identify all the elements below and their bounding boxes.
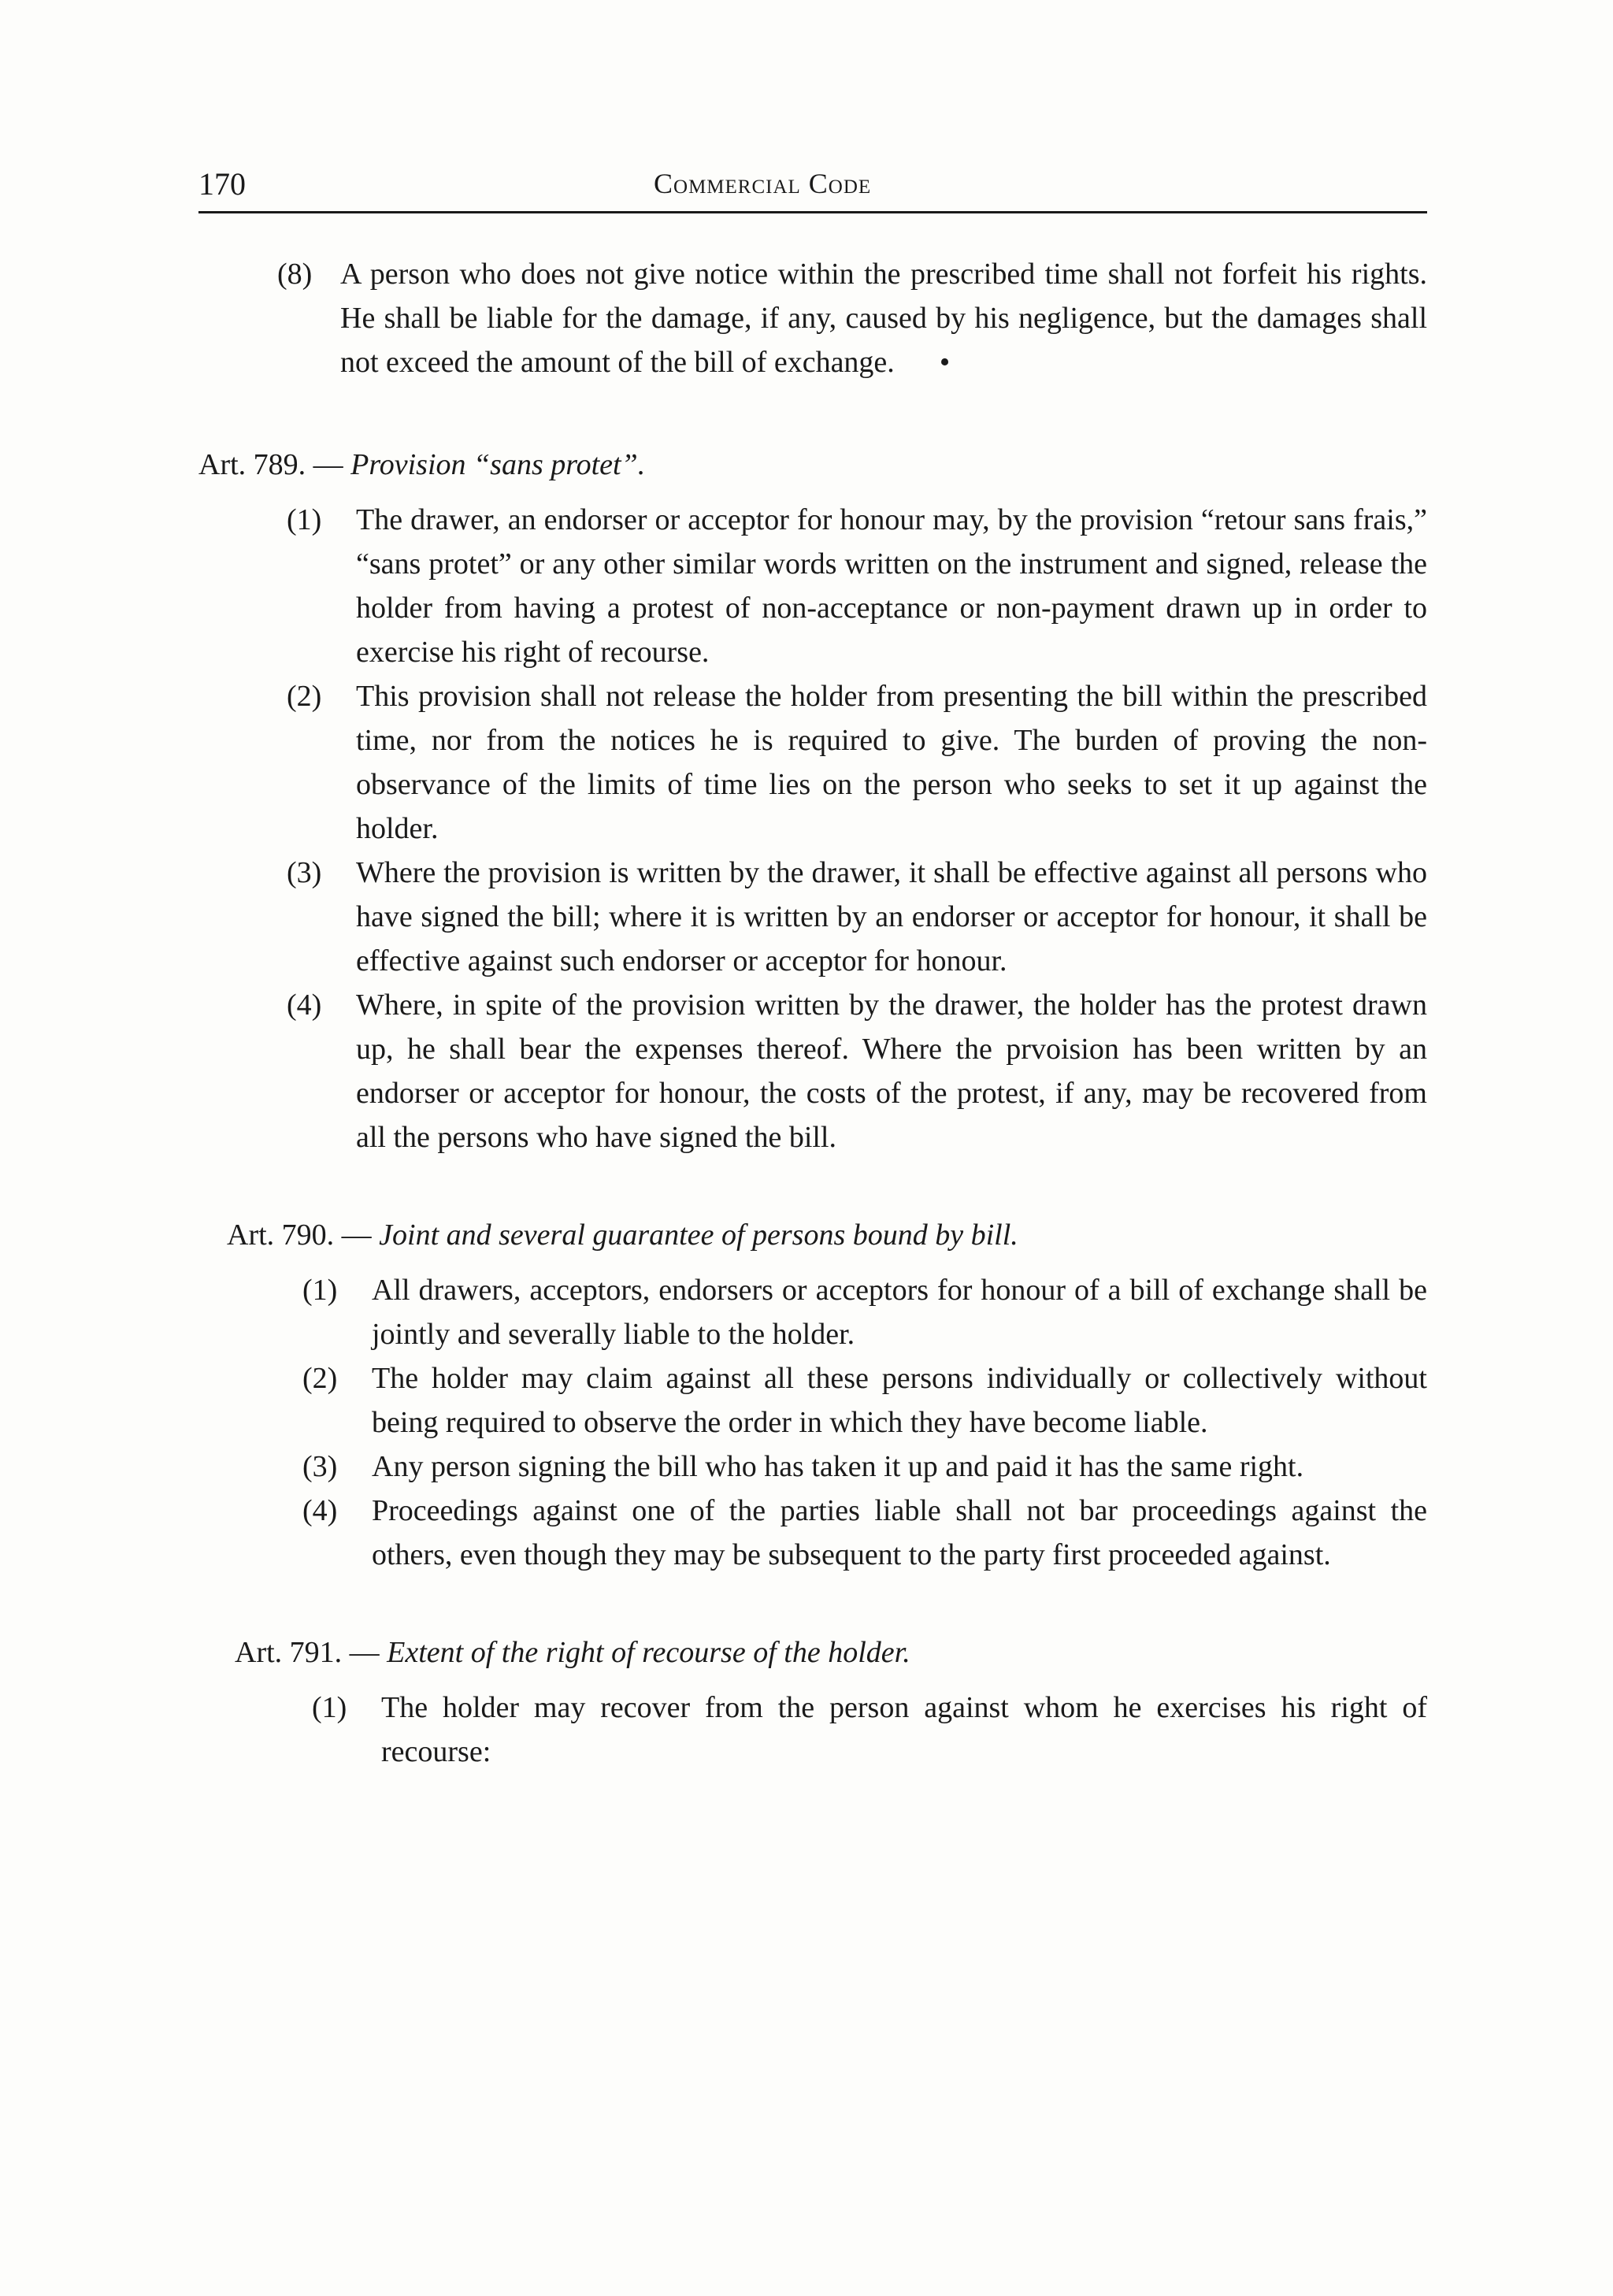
- paragraph-text: The holder may recover from the person against whom he exercises his right of recourse:: [381, 1691, 1427, 1768]
- article-789-heading: [198, 443, 1427, 487]
- article-790-heading: [227, 1213, 1427, 1257]
- paragraph-text: All drawers, acceptors, endorsers or acceptors for honour of a bill of exchange shall be jointly and severally liable to the holder.: [372, 1274, 1427, 1351]
- paragraph-number: (8): [277, 258, 313, 291]
- paragraph-text: Proceedings against one of the parties liable shall not bar proceedings against the others, even though they may be subsequent to the party first proceeded against.: [372, 1494, 1427, 1571]
- article-label: Art. 789. —: [198, 448, 343, 481]
- article-caption: Extent of the right of recourse of the holder.: [387, 1636, 910, 1669]
- paragraph-number: (3): [302, 1450, 338, 1483]
- page-number: 170: [198, 166, 246, 202]
- article-791-para-1: [312, 1686, 1427, 1774]
- running-title: Commercial Code: [654, 168, 872, 199]
- article-790-para-1: [302, 1268, 1427, 1356]
- paragraph-number: (1): [302, 1274, 338, 1307]
- article-label: Art. 790. —: [227, 1218, 372, 1252]
- paragraph-text: Where the provision is written by the drawer, it shall be effective against all persons who have signed the bill; where it is written by an endorser or acceptor for honour, it shall be effective against such endorser or acceptor for honour.: [356, 856, 1427, 977]
- article-790-para-2: [302, 1356, 1427, 1445]
- page-body: [198, 252, 1427, 1774]
- article-label: Art. 791. —: [235, 1636, 380, 1669]
- paragraph-number: (4): [287, 989, 322, 1022]
- paragraph-number: (1): [287, 503, 322, 536]
- paragraph-number: (4): [302, 1494, 338, 1527]
- article-caption: Joint and several guarantee of persons bound by bill.: [379, 1218, 1018, 1252]
- paragraph-number: (2): [302, 1362, 338, 1395]
- paragraph-text: The holder may claim against all these persons individually or collectively without being required to observe the order in which they have become liable.: [372, 1362, 1427, 1439]
- paragraph-text: Any person signing the bill who has taken it up and paid it has the same right.: [372, 1450, 1304, 1483]
- stray-mark: •: [939, 346, 951, 379]
- paragraph-number: (1): [312, 1691, 347, 1724]
- paragraph-text: A person who does not give notice within the prescribed time shall not forfeit his rights. He shall be liable for the damage, if any, caused by his negligence, but the damages shall not exceed the amount of the bill of exchange.: [340, 258, 1427, 379]
- article-789-para-1: [287, 498, 1427, 674]
- article-790-para-3: [302, 1445, 1427, 1489]
- article-789-para-3: [287, 851, 1427, 983]
- paragraph-number: (2): [287, 680, 322, 713]
- paragraph-text: The drawer, an endorser or acceptor for honour may, by the provision “retour sans frais,” “sans protet” or any other similar words written on the instrument and signed, release the holder from having a protest of non-acceptance or non-payment drawn up in order to exercise his right of recourse.: [356, 503, 1427, 669]
- paragraph-text: Where, in spite of the provision written by the drawer, the holder has the protest drawn up, he shall bear the expenses thereof. Where the prvoision has been written by an endorser or acceptor for honour, the costs of the protest, if any, may be recovered from all the persons who have signed the bill.: [356, 989, 1427, 1154]
- article-789-para-2: [287, 674, 1427, 851]
- article-791-heading: [235, 1630, 1427, 1675]
- paragraph-number: (3): [287, 856, 322, 889]
- paragraph-text: This provision shall not release the holder from presenting the bill within the prescribed time, nor from the notices he is required to give. The burden of proving the non-observance of the limits of time lies on the person who seeks to set it up against the holder.: [356, 680, 1427, 845]
- paragraph-8: [277, 252, 1427, 384]
- article-790-para-4: [302, 1489, 1427, 1577]
- article-caption: Provision “sans protet”.: [350, 448, 646, 481]
- page-header: [198, 164, 1427, 213]
- article-789-para-4: [287, 983, 1427, 1159]
